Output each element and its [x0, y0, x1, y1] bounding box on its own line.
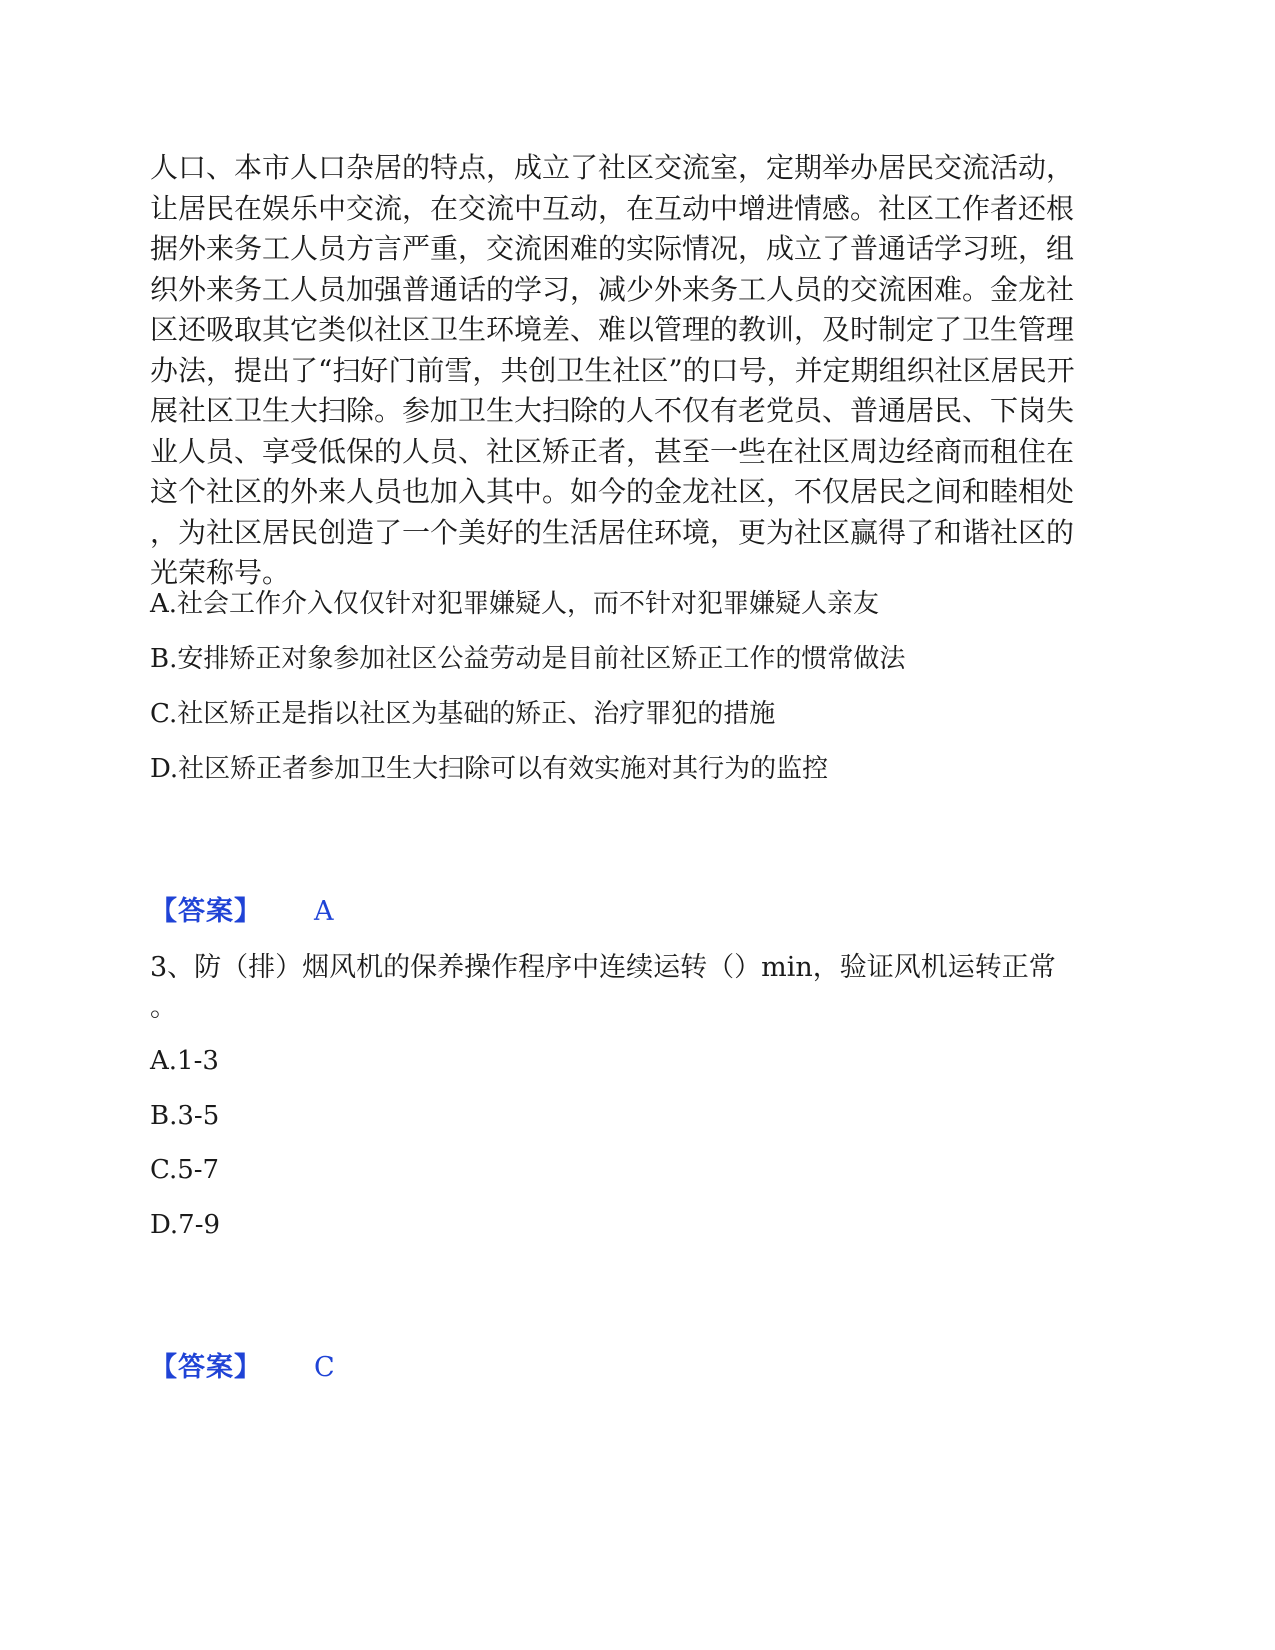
- passage-line: 据外来务工人员方言严重，交流困难的实际情况，成立了普通话学习班，组: [150, 232, 1075, 265]
- answer-label: 【答案】: [150, 896, 262, 927]
- q2-answer: [150, 894, 334, 930]
- answer-value: C: [314, 1352, 335, 1383]
- passage-line: 区还吸取其它类似社区卫生环境差、难以管理的教训，及时制定了卫生管理: [150, 313, 1075, 346]
- passage-line: 光荣称号。: [150, 556, 291, 589]
- q2-option-b: B.安排矫正对象参加社区公益劳动是目前社区矫正工作的惯常做法: [150, 644, 906, 674]
- passage-line: ，为社区居民创造了一个美好的生活居住环境，更为社区赢得了和谐社区的: [150, 515, 1075, 549]
- passage-line: 织外来务工人员加强普通话的学习，减少外来务工人员的交流困难。金龙社: [150, 272, 1075, 306]
- passage-line: 这个社区的外来人员也加入其中。如今的金龙社区，不仅居民之间和睦相处: [150, 475, 1075, 508]
- passage-line: 业人员、享受低保的人员、社区矫正者，甚至一些在社区周边经商而租住在: [150, 434, 1075, 468]
- q3-answer: [150, 1350, 335, 1386]
- q3-option-a: A.1-3: [150, 1046, 219, 1076]
- passage-line: 让居民在娱乐中交流，在交流中互动，在互动中增进情感。社区工作者还根: [150, 191, 1075, 225]
- answer-label: 【答案】: [150, 1352, 262, 1383]
- q3-option-b: B.3-5: [150, 1101, 220, 1131]
- passage-line: 办法，提出了“扫好门前雪，共创卫生社区”的口号，并定期组织社区居民开: [150, 353, 1075, 387]
- q3-option-d: D.7-9: [150, 1210, 221, 1240]
- q2-option-d: D.社区矫正者参加卫生大扫除可以有效实施对其行为的监控: [150, 754, 829, 784]
- answer-value: A: [314, 896, 334, 927]
- q3-question: [150, 948, 1110, 1028]
- q3-option-c: C.5-7: [150, 1155, 220, 1185]
- question-line: 3、防（排）烟风机的保养操作程序中连续运转（）min，验证风机运转正常: [150, 952, 1056, 983]
- question-passage: [150, 148, 1110, 594]
- question-line: 。: [150, 992, 177, 1023]
- passage-line: 展社区卫生大扫除。参加卫生大扫除的人不仅有老党员、普通居民、下岗失: [150, 394, 1075, 427]
- q2-option-c: C.社区矫正是指以社区为基础的矫正、治疗罪犯的措施: [150, 699, 776, 729]
- passage-line: 人口、本市人口杂居的特点，成立了社区交流室，定期举办居民交流活动，: [150, 151, 1075, 184]
- q2-option-a: A.社会工作介入仅仅针对犯罪嫌疑人，而不针对犯罪嫌疑人亲友: [150, 589, 880, 619]
